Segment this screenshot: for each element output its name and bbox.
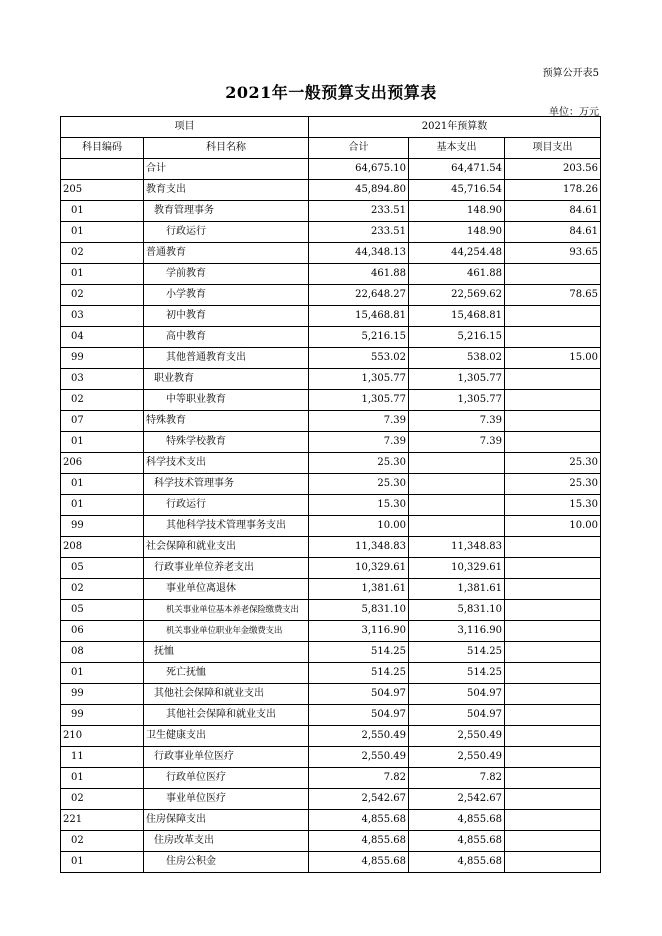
cell-code: 206 [61,453,144,474]
cell-project [505,264,601,285]
cell-code: 02 [61,831,144,852]
cell-basic: 2,550.49 [409,747,505,768]
cell-total: 1,305.77 [309,369,409,390]
cell-code: 01 [61,201,144,222]
cell-project [505,789,601,810]
cell-name: 中等职业教育 [144,390,309,411]
cell-code: 210 [61,726,144,747]
cell-code: 99 [61,516,144,537]
cell-project: 15.30 [505,495,601,516]
cell-basic: 7.82 [409,768,505,789]
cell-basic: 504.97 [409,705,505,726]
table-row [61,684,601,705]
cell-total: 514.25 [309,663,409,684]
cell-name: 科学技术管理事务 [144,474,309,495]
cell-basic: 44,254.48 [409,243,505,264]
header-basic: 基本支出 [409,138,505,159]
cell-code: 04 [61,327,144,348]
cell-total: 10.00 [309,516,409,537]
cell-name: 其他普通教育支出 [144,348,309,369]
cell-basic: 2,542.67 [409,789,505,810]
cell-basic [409,474,505,495]
table-row [61,390,601,411]
table-row [61,537,601,558]
cell-basic: 3,116.90 [409,621,505,642]
cell-project [505,306,601,327]
page-title: 2021年一般预算支出预算表 [225,83,437,102]
table-row [61,705,601,726]
cell-basic [409,516,505,537]
cell-total: 4,855.68 [309,810,409,831]
cell-name: 合计 [144,159,309,180]
cell-code: 02 [61,579,144,600]
cell-project: 15.00 [505,348,601,369]
cell-name: 职业教育 [144,369,309,390]
cell-basic: 7.39 [409,411,505,432]
cell-project [505,579,601,600]
cell-basic: 504.97 [409,684,505,705]
cell-name: 住房公积金 [144,852,309,873]
cell-project [505,390,601,411]
cell-basic: 148.90 [409,201,505,222]
cell-project [505,726,601,747]
table-row [61,726,601,747]
table-row [61,285,601,306]
table-row [61,495,601,516]
table-row [61,369,601,390]
cell-project: 93.65 [505,243,601,264]
cell-name: 事业单位医疗 [144,789,309,810]
cell-code: 03 [61,306,144,327]
cell-name: 其他科学技术管理事务支出 [144,516,309,537]
table-row [61,411,601,432]
cell-basic: 5,831.10 [409,600,505,621]
cell-name: 科学技术支出 [144,453,309,474]
cell-project [505,369,601,390]
cell-name: 小学教育 [144,285,309,306]
cell-project [505,810,601,831]
cell-total: 461.88 [309,264,409,285]
table-row [61,516,601,537]
cell-code: 01 [61,432,144,453]
table-row [61,558,601,579]
cell-project [505,747,601,768]
cell-project [505,642,601,663]
cell-code: 99 [61,348,144,369]
cell-total: 64,675.10 [309,159,409,180]
header-project: 项目 [61,117,309,138]
cell-total: 514.25 [309,642,409,663]
cell-name: 行政运行 [144,495,309,516]
cell-code: 05 [61,600,144,621]
cell-code: 02 [61,285,144,306]
cell-total: 15,468.81 [309,306,409,327]
cell-total: 25.30 [309,453,409,474]
cell-project: 25.30 [505,453,601,474]
cell-code: 99 [61,705,144,726]
cell-total: 553.02 [309,348,409,369]
cell-basic: 514.25 [409,663,505,684]
cell-name: 卫生健康支出 [144,726,309,747]
cell-code: 05 [61,558,144,579]
cell-total: 15.30 [309,495,409,516]
cell-code: 02 [61,390,144,411]
cell-code: 01 [61,264,144,285]
cell-code: 01 [61,852,144,873]
cell-project: 178.26 [505,180,601,201]
cell-total: 45,894.80 [309,180,409,201]
table-row [61,579,601,600]
cell-basic: 1,305.77 [409,390,505,411]
table-row [61,663,601,684]
cell-name: 教育支出 [144,180,309,201]
table-row [61,243,601,264]
cell-total: 25.30 [309,474,409,495]
table-row [61,180,601,201]
cell-project [505,558,601,579]
cell-project [505,831,601,852]
cell-basic: 4,855.68 [409,810,505,831]
cell-basic: 1,305.77 [409,369,505,390]
table-row [61,474,601,495]
cell-name: 住房保障支出 [144,810,309,831]
cell-code: 208 [61,537,144,558]
header-name: 科目名称 [144,138,309,159]
cell-basic: 4,855.68 [409,831,505,852]
report-tag: 预算公开表5 [542,68,599,79]
cell-code: 01 [61,768,144,789]
table-row [61,621,601,642]
cell-name: 教育管理事务 [144,201,309,222]
cell-total: 4,855.68 [309,831,409,852]
cell-basic: 11,348.83 [409,537,505,558]
cell-code: 11 [61,747,144,768]
cell-name: 特殊学校教育 [144,432,309,453]
table-row [61,327,601,348]
cell-name: 住房改革支出 [144,831,309,852]
cell-basic [409,453,505,474]
cell-total: 7.39 [309,411,409,432]
cell-total: 7.82 [309,768,409,789]
cell-name: 学前教育 [144,264,309,285]
cell-code: 02 [61,789,144,810]
cell-code: 221 [61,810,144,831]
cell-basic: 538.02 [409,348,505,369]
cell-code: 99 [61,684,144,705]
cell-basic: 7.39 [409,432,505,453]
cell-project [505,432,601,453]
cell-code: 01 [61,495,144,516]
cell-project [505,537,601,558]
cell-project [505,600,601,621]
cell-project: 203.56 [505,159,601,180]
cell-name: 高中教育 [144,327,309,348]
cell-basic: 45,716.54 [409,180,505,201]
cell-name: 机关事业单位职业年金缴费支出 [144,621,309,642]
cell-total: 10,329.61 [309,558,409,579]
table-row [61,810,601,831]
cell-project [505,768,601,789]
cell-name: 死亡抚恤 [144,663,309,684]
unit-label: 单位：万元 [549,107,599,118]
cell-code: 08 [61,642,144,663]
cell-project [505,663,601,684]
cell-project: 84.61 [505,201,601,222]
cell-name: 初中教育 [144,306,309,327]
cell-total: 2,542.67 [309,789,409,810]
cell-code: 03 [61,369,144,390]
cell-total: 233.51 [309,201,409,222]
cell-basic: 514.25 [409,642,505,663]
cell-basic: 1,381.61 [409,579,505,600]
cell-name: 行政事业单位医疗 [144,747,309,768]
cell-project [505,411,601,432]
header-row-1 [61,117,601,138]
table-row [61,201,601,222]
cell-name: 事业单位离退休 [144,579,309,600]
table-row [61,852,601,873]
cell-total: 5,831.10 [309,600,409,621]
cell-code: 07 [61,411,144,432]
cell-total: 1,305.77 [309,390,409,411]
table-row [61,789,601,810]
cell-code: 06 [61,621,144,642]
cell-project [505,621,601,642]
cell-name: 行政运行 [144,222,309,243]
cell-total: 3,116.90 [309,621,409,642]
table-row [61,222,601,243]
cell-code: 01 [61,663,144,684]
table-row [61,600,601,621]
cell-project [505,684,601,705]
cell-code: 01 [61,222,144,243]
cell-total: 2,550.49 [309,726,409,747]
cell-total: 233.51 [309,222,409,243]
table-row [61,348,601,369]
cell-name: 社会保障和就业支出 [144,537,309,558]
table-row [61,747,601,768]
cell-name: 抚恤 [144,642,309,663]
table-row [61,264,601,285]
cell-basic: 461.88 [409,264,505,285]
cell-name: 其他社会保障和就业支出 [144,684,309,705]
table-row [61,432,601,453]
cell-project [505,852,601,873]
cell-basic: 22,569.62 [409,285,505,306]
table-body [61,159,601,873]
cell-project [505,327,601,348]
header-total: 合计 [309,138,409,159]
cell-total: 4,855.68 [309,852,409,873]
cell-code: 205 [61,180,144,201]
cell-name: 特殊教育 [144,411,309,432]
cell-basic: 64,471.54 [409,159,505,180]
cell-name: 行政事业单位养老支出 [144,558,309,579]
table-row [61,159,601,180]
cell-total: 5,216.15 [309,327,409,348]
header-code: 科目编码 [61,138,144,159]
cell-basic [409,495,505,516]
table-row [61,453,601,474]
cell-name: 机关事业单位基本养老保险缴费支出 [144,600,309,621]
header-budget-group: 2021年预算数 [309,117,601,138]
table-row [61,306,601,327]
cell-name: 行政单位医疗 [144,768,309,789]
cell-total: 1,381.61 [309,579,409,600]
cell-project: 10.00 [505,516,601,537]
cell-code [61,159,144,180]
cell-project: 84.61 [505,222,601,243]
cell-basic: 10,329.61 [409,558,505,579]
cell-total: 44,348.13 [309,243,409,264]
cell-basic: 2,550.49 [409,726,505,747]
cell-name: 其他社会保障和就业支出 [144,705,309,726]
budget-table [60,116,601,873]
cell-name: 普通教育 [144,243,309,264]
cell-project: 25.30 [505,474,601,495]
table-row [61,768,601,789]
cell-project [505,705,601,726]
header-row-2 [61,138,601,159]
cell-total: 504.97 [309,684,409,705]
cell-total: 7.39 [309,432,409,453]
cell-total: 22,648.27 [309,285,409,306]
cell-basic: 15,468.81 [409,306,505,327]
cell-total: 2,550.49 [309,747,409,768]
table-row [61,831,601,852]
cell-total: 11,348.83 [309,537,409,558]
cell-basic: 5,216.15 [409,327,505,348]
table-row [61,642,601,663]
cell-project: 78.65 [505,285,601,306]
cell-basic: 4,855.68 [409,852,505,873]
cell-basic: 148.90 [409,222,505,243]
header-project-expense: 项目支出 [505,138,601,159]
cell-total: 504.97 [309,705,409,726]
cell-code: 02 [61,243,144,264]
cell-code: 01 [61,474,144,495]
